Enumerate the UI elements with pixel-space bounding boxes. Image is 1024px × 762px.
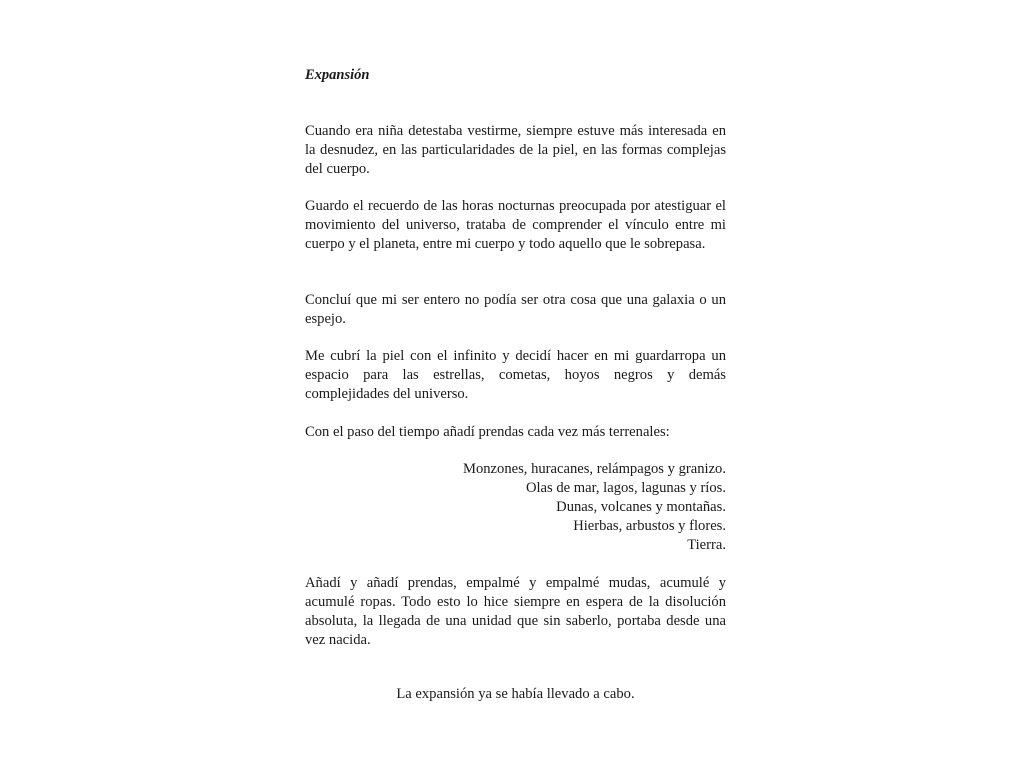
paragraph-5: Con el paso del tiempo añadí prendas cada vez más terrenales:: [305, 424, 670, 440]
verse-line-3: Dunas, volcanes y montañas.: [556, 499, 726, 515]
paragraph-2: Guardo el recuerdo de las horas nocturnas preocupada por atestiguar el movimiento del universo, trataba de comprender el vínculo entre mi cuerpo y el planeta, entre mi cuerpo y todo aquello que le sobrepasa.: [305, 198, 726, 252]
paragraph-3: Concluí que mi ser entero no podía ser otra cosa que una galaxia o un espejo.: [305, 292, 726, 327]
verse-line-1: Monzones, huracanes, relámpagos y granizo.: [462, 461, 726, 477]
verse-line-2: Olas de mar, lagos, lagunas y ríos.: [525, 480, 726, 496]
paragraph-1: Cuando era niña detestaba vestirme, siempre estuve más interesada en la desnudez, en las particularidades de la piel, en las formas complejas del cuerpo.: [305, 123, 726, 177]
document-title: Expansión: [305, 67, 370, 83]
verse-line-4: Hierbas, arbustos y flores.: [573, 518, 726, 534]
verse-list: [305, 460, 726, 555]
paragraph-4: Me cubrí la piel con el infinito y decidí hacer en mi guardarropa un espacio para las estrellas, cometas, hoyos negros y demás complejidades del universo.: [305, 348, 726, 402]
paragraph-final: Añadí y añadí prendas, empalmé y empalmé mudas, acumulé y acumulé ropas. Todo esto lo hice siempre en espera de la disolución absoluta, la llegada de una unidad que sin saberlo, portaba desde una vez nacida.: [305, 575, 726, 648]
closing-line: La expansión ya se había llevado a cabo.: [396, 686, 635, 702]
verse-line-5: Tierra.: [687, 537, 726, 553]
